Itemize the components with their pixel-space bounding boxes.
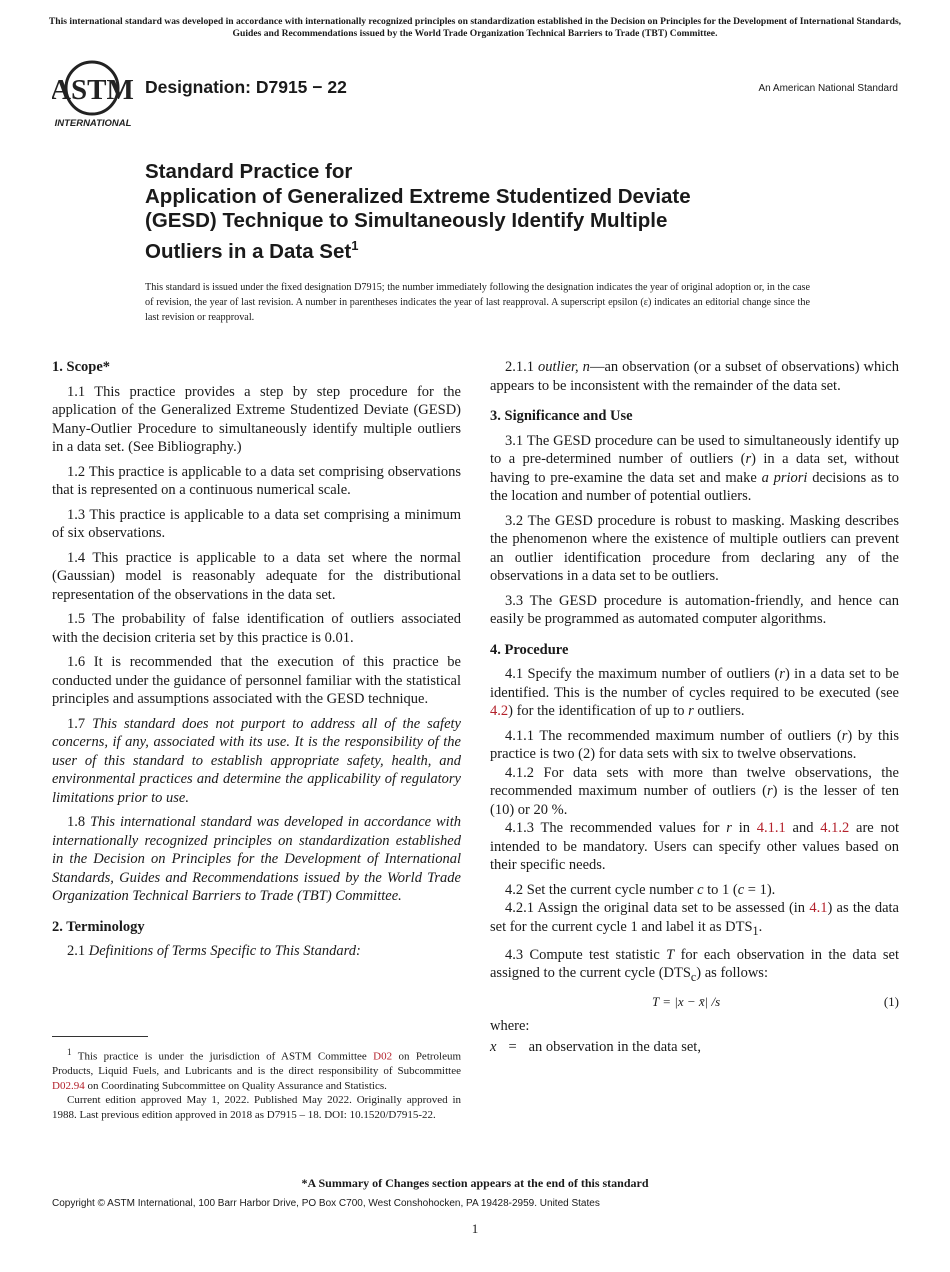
- title-line-2: Application of Generalized Extreme Studentized Deviate: [145, 184, 691, 208]
- para-1-2: 1.2 This practice is applicable to a data set comprising observations that is represented on a continuous numerical scale.: [52, 463, 461, 498]
- page-number: 1: [471, 1221, 479, 1236]
- title-line-3: (GESD) Technique to Simultaneously Identify Multiple: [145, 209, 668, 232]
- para-4-3: 4.3 Compute test statistic T for each observation in the data set assigned to the current cycle $(DTS_c)$ as follows:: [490, 946, 900, 985]
- procedure-heading: 4. Procedure: [490, 641, 569, 658]
- link-4-1[interactable]: 4.1: [809, 900, 828, 916]
- para-3-2: 3.2 The GESD procedure is robust to masking. Masking describes the phenomenon where the existence of multiple outliers can prevent an outlier identification procedure from declaring any of the observations in a data set to be outliers.: [490, 512, 899, 584]
- para-1-6: 1.6 It is recommended that the execution of this practice be conducted under the guidance of personnel familiar with the statistical principles and assumptions associated with the GESD technique.: [52, 654, 461, 707]
- issued-note: This standard is issued under the fixed designation D7915; the number immediately following the designation indicates the year of original adoption or, in the case of revision, the year of last revision. A number in parentheses indicates the year of last reapproval. A superscript epsilon (ε) indicates an editorial change since the last revision or reapproval.: [145, 282, 810, 323]
- para-3-1: 3.1 The GESD procedure can be used to simultaneously identify up to a pre-determined number of outliers (r) in a data set, without having to pre-examine the data set and make a priori decisions as to the location and number of potential outliers.: [490, 432, 900, 504]
- right-column: [490, 358, 899, 1056]
- american-national-standard: An American National Standard: [758, 83, 898, 94]
- footnote-edition: Current edition approved May 1, 2022. Published May 2022. Originally approved in 1988. Last previous edition approved in 2018 as D7915 – 18. DOI: 10.1520/D7915-22.: [52, 1094, 461, 1121]
- designation: Designation: D7915 − 22: [145, 77, 347, 97]
- equation-number: (1): [883, 993, 899, 1009]
- footnote-rule: [52, 1036, 148, 1037]
- para-4-1-2: 4.1.2 For data sets with more than twelve observations, the recommended maximum number of outliers (r) is the lesser of ten (10) or 20 %.: [490, 764, 899, 818]
- summary-of-changes-note: *A Summary of Changes section appears at the end of this standard: [301, 1176, 649, 1190]
- svg-text:ASTM: ASTM: [52, 74, 134, 106]
- logo-text: INTERNATIONAL: [54, 118, 132, 129]
- title-footnote-mark: 1: [351, 237, 359, 253]
- para-4-1: 4.1 Specify the maximum number of outliers (r) in a data set to be identified. This is the number of cycles required to be executed (see 4.2) for the identification of up to r outliers.: [490, 666, 899, 719]
- para-1-1: 1.1 This practice provides a step by step procedure for the application of the Generalized Extreme Studentized Deviate (GESD) Many-Outlier Procedure to simultaneously identify multiple outliers in a data set. (See Bibliography.): [52, 383, 461, 455]
- link-4-1-2[interactable]: 4.1.2: [820, 820, 850, 836]
- significance-heading: 3. Significance and Use: [490, 408, 633, 424]
- para-1-8: 1.8 This international standard was developed in accordance with internationally recognized principles on standardization established in the Decision on Principles for the Development of International Standards, Guides and Recommendations issued by the World Trade Organization Technical Barriers to Trade (TBT) Committee.: [52, 814, 461, 904]
- para-4-2-1: 4.2.1 Assign the original data set to be assessed (in 4.1) as the data set for the current cycle 1 and label it as $DTS_1$.: [490, 900, 899, 938]
- link-d02-94[interactable]: D02.94: [52, 1079, 85, 1092]
- para-1-5: 1.5 The probability of false identification of outliers associated with the decision criteria set by this practice is 0.01.: [52, 611, 461, 646]
- equation-1: [490, 993, 899, 1012]
- link-4-2[interactable]: 4.2: [490, 703, 509, 719]
- para-4-1-3: 4.1.3 The recommended values for r in 4.1.1 and 4.1.2 are not intended to be mandatory. Users can specify other values based on their specific needs.: [490, 820, 900, 873]
- equation-text: T = |x − x̄| /s: [652, 993, 721, 1009]
- scope-heading: 1. Scope*: [52, 359, 110, 375]
- para-1-7: 1.7 This standard does not purport to address all of the safety concerns, if any, associated with its use. It is the responsibility of the user of this standard to establish appropriate safety, health, and environmental practices and determine the applicability of regulatory limitations prior to use.: [52, 715, 461, 806]
- para-2-1: 2.1 Definitions of Terms Specific to This Standard:: [67, 943, 361, 959]
- footnote-jurisdiction: $^1$ This practice is under the jurisdiction of ASTM Committee D02 on Petroleum Products, Liquid Fuels, and Lubricants and is the direct responsibility of Subcommittee D02.94 on Coordinating Subcommittee on Quality Assurance and Statistics.: [52, 1047, 462, 1092]
- para-2-1-1: 2.1.1 outlier, n—an observation (or a subset of observations) which appears to be inconsistent with the remainder of the data set.: [490, 359, 899, 394]
- astm-logo: [52, 58, 136, 130]
- para-3-3: 3.3 The GESD procedure is automation-friendly, and hence can easily be programmed as automated computer algorithms.: [490, 592, 899, 627]
- top-note: This international standard was developed in accordance with internationally recognized principles on standardization established in the Decision on Principles for the Development of International Standards, Guides and Recommendations issued by the World Trade Organization Technical Barriers to Trade (TBT) Committee.: [48, 16, 902, 39]
- para-1-3: 1.3 This practice is applicable to a data set comprising a minimum of six observations.: [52, 506, 461, 541]
- para-1-4: 1.4 This practice is applicable to a data set where the normal (Gaussian) model is reasonably adequate for the distributional representation of the observations in the data set.: [52, 549, 461, 603]
- page-title: [145, 160, 691, 264]
- footnote: [52, 1045, 461, 1122]
- copyright: Copyright © ASTM International, 100 Barr Harbor Drive, PO Box C700, West Conshohocken, PA 19428-2959. United States: [52, 1198, 600, 1209]
- where-x: x = an observation in the data set,: [490, 1038, 701, 1055]
- para-4-2: 4.2 Set the current cycle number c to 1 (c = 1).: [505, 881, 776, 898]
- para-4-1-1: 4.1.1 The recommended maximum number of outliers (r) by this practice is two (2) for data sets with six to twelve observations.: [490, 727, 900, 762]
- where-label: where:: [490, 1018, 530, 1035]
- left-column: [52, 358, 461, 967]
- link-4-1-1[interactable]: 4.1.1: [756, 820, 786, 836]
- terminology-heading: 2. Terminology: [52, 918, 145, 935]
- title-line-1: Standard Practice for: [145, 160, 353, 183]
- title-line-4: Outliers in a Data Set: [145, 239, 352, 263]
- link-d02[interactable]: D02: [373, 1050, 393, 1063]
